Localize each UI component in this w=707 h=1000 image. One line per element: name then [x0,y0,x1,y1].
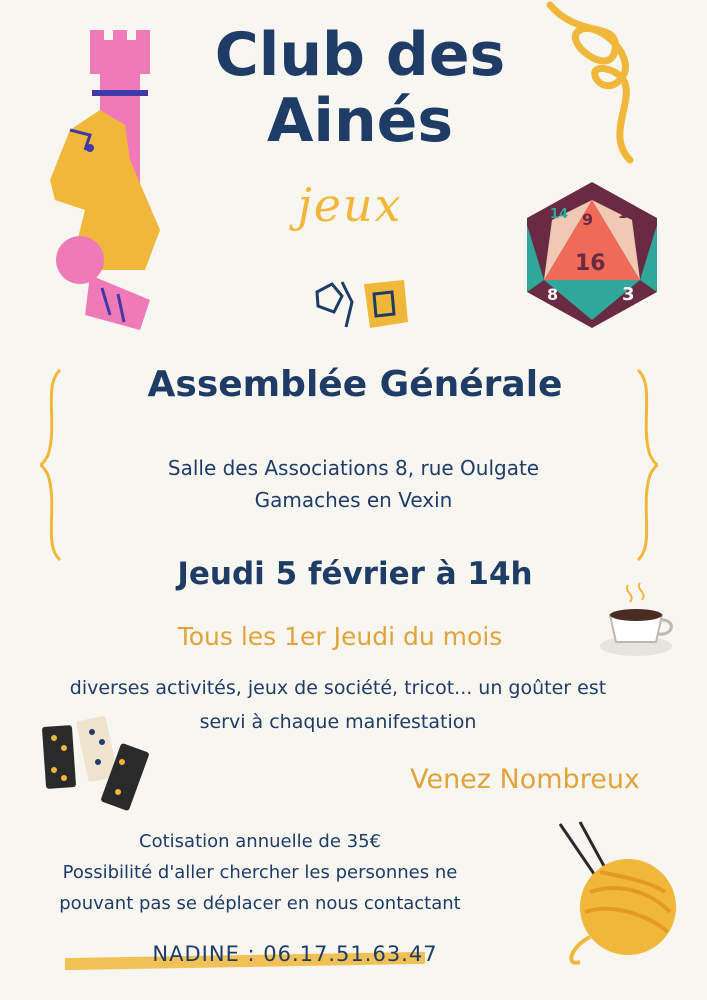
event-date: Jeudi 5 février à 14h [177,556,533,592]
rook-merlon-1 [90,30,104,44]
dice-number-1: 14 [550,207,569,222]
games-icons [312,272,412,334]
membership-info [20,826,500,919]
venue-address [90,452,617,516]
yarn-ball-icon [550,822,690,972]
dice-number-4: 16 [575,251,606,276]
rook-merlon-2 [113,30,127,44]
jeux-subtitle: jeux [297,178,403,232]
rook-merlon-3 [136,30,150,44]
pawn-body [85,275,150,330]
rook-band [92,90,148,96]
assembly-heading: Assemblée Générale [147,364,563,405]
coffee-cup-icon [598,580,678,660]
knight-eye [86,144,94,152]
squiggle-decoration [540,0,700,170]
address-line-1: Salle des Associations 8, rue Oulgate [167,456,540,480]
dice-number-6: 3 [622,284,635,305]
d20-dice-icon [522,180,662,330]
pawn-head [56,236,104,284]
chess-pieces-illustration [30,30,170,340]
dice-number-2: 9 [582,210,594,229]
call-to-action: Venez Nombreux [410,764,640,795]
monthly-schedule: Tous les 1er Jeudi du mois [177,622,503,651]
activities-line-2: servi à chaque manifestation [199,711,477,733]
dominoes-icon [40,712,155,812]
info-line-1: Cotisation annuelle de 35€ [139,831,381,852]
contact-phone[interactable]: NADINE : 06.17.51.63.47 [152,942,438,966]
dice-number-3: 19 [618,207,637,222]
dice-number-5: 8 [547,285,559,304]
info-line-2: Possibilité d'aller chercher les personnes ne [62,862,458,883]
rook-top [90,40,150,74]
activities-line-1: diverses activités, jeux de société, tricot... un goûter est [69,677,607,699]
info-line-3: pouvant pas se déplacer en nous contactant [59,893,461,914]
address-line-2: Gamaches en Vexin [254,488,453,512]
club-title: Club des Ainés [214,20,506,156]
